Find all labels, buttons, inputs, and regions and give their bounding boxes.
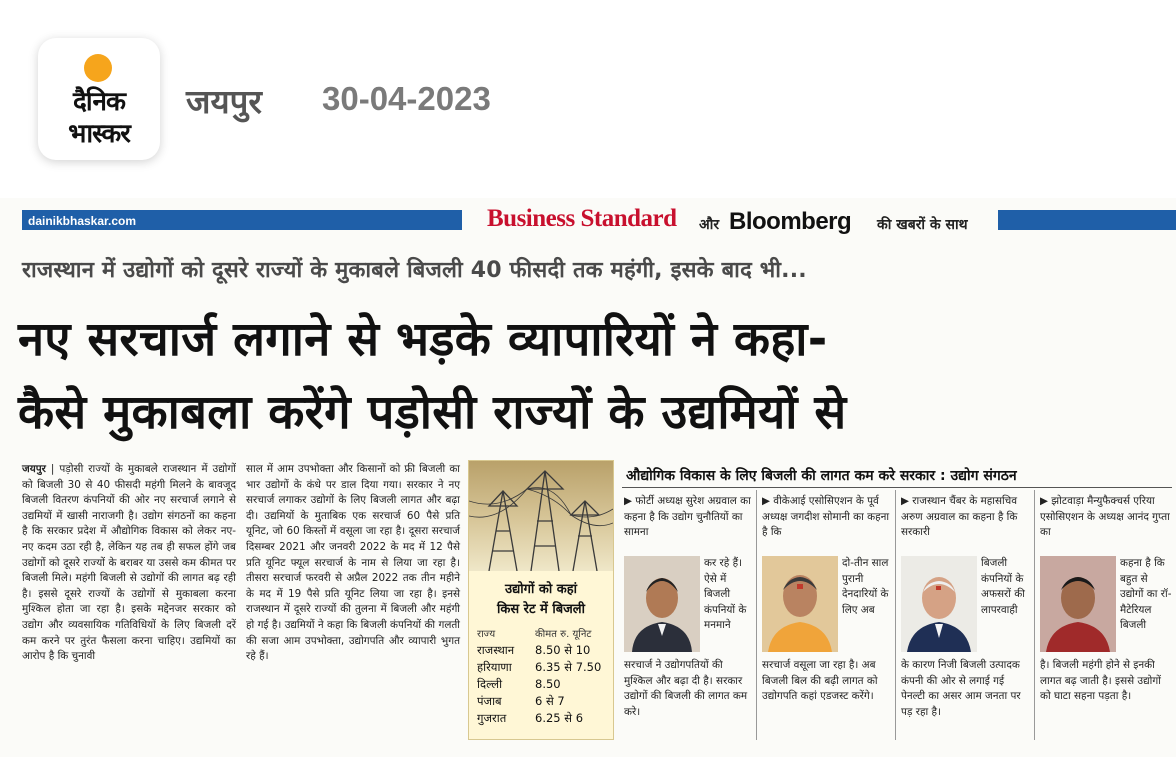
rates-price: 6.25 से 6 bbox=[535, 711, 584, 725]
rates-state: पंजाब bbox=[477, 694, 502, 708]
body-column-1 bbox=[22, 462, 236, 665]
rates-title-line1: उद्योगों को कहां bbox=[504, 582, 578, 597]
column-divider bbox=[756, 490, 757, 740]
quote-4-side: कहना है कि बहुत से उद्योगों का रॉ-मैटेरियल बिजली bbox=[1120, 557, 1172, 632]
edition-city: जयपुर bbox=[186, 82, 262, 121]
portrait-photo bbox=[1040, 556, 1116, 652]
rates-header-state: राज्य bbox=[477, 629, 496, 640]
rates-state: हरियाणा bbox=[477, 660, 512, 674]
logo-line2: भास्कर bbox=[68, 119, 130, 149]
body-column-2 bbox=[246, 462, 460, 665]
tower-photo bbox=[469, 461, 613, 571]
rates-price: 6 से 7 bbox=[535, 694, 565, 708]
bloomberg-logo: Bloomberg bbox=[729, 208, 852, 235]
rates-header-price: कीमत रु. यूनिट bbox=[535, 629, 592, 640]
section-title: औद्योगिक विकास के लिए बिजली की लागत कम करे सरकार : उद्योग संगठन bbox=[622, 462, 1172, 488]
masthead-bar-right bbox=[998, 210, 1176, 230]
rates-price: 8.50 से 10 bbox=[535, 643, 591, 657]
quote-1-side: कर रहे हैं। ऐसे में बिजली कंपनियों के मनमाने bbox=[704, 557, 747, 632]
rates-title-line2: किस रेट में बिजली bbox=[497, 602, 585, 617]
app-header bbox=[0, 0, 1176, 185]
quote-3-side: बिजली कंपनियों के अफसरों की लापरवाही bbox=[981, 557, 1025, 616]
body-col2-text: साल में आम उपभोक्ता और किसानों को फ्री बिजली का भार उद्योगों के कंधे पर डाल दिया गया। सरकार ने नए सरचार्ज लगाकर उद्योगों के लिए बिजली लागत और बढ़ा दी। उद्यमियों के मुताबिक एक सरचार्ज 60 पैसे प्रति यूनिट, जो 60 किस्तों में वसूला जा रहा है। दूसरा सरचार्ज दिसम्बर 2021 और जनवरी 2022 के मद में 12 पैसे प्रति यूनिट फ्यूल सरचार्ज के नाम से लिया जा रहा है। तीसरा सरचार्ज फरवरी से अप्रैल 2022 तक तीन महीने के मद में 19 पैसे प्रति यूनिट लिया जा रहा है। इनसे राजस्थान में दूसरे राज्यों की तुलना में बिजली और महंगी हो गई है। उद्यमियों ने कहा कि बिजली कंपनियों की गलती की सजा आम उपभोक्ता, उद्योगपति और व्यापारी भुगत रहे हैं। bbox=[246, 463, 460, 663]
dainik-bhaskar-logo[interactable] bbox=[38, 38, 160, 160]
sun-icon bbox=[84, 54, 112, 82]
quote-1-rest: सरचार्ज ने उद्योगपतियों की मुश्किल और बढ़ा दी है। सरकार उद्योगों की बिजली की लागत कम करे। bbox=[624, 659, 748, 718]
rates-state: गुजरात bbox=[477, 711, 507, 725]
headline-line2: कैसे मुकाबला करेंगे पड़ोसी राज्यों के उद्यमियों से bbox=[18, 385, 847, 440]
rates-price: 6.35 से 7.50 bbox=[535, 660, 602, 674]
quote-1-intro: ▶ फोर्टी अध्यक्ष सुरेश अग्रवाल का कहना है कि उद्योग चुनौतियों का सामना bbox=[624, 495, 751, 539]
masthead-aur: और bbox=[699, 217, 720, 233]
site-url: dainikbhaskar.com bbox=[28, 214, 137, 228]
edition-date: 30-04-2023 bbox=[322, 80, 491, 117]
portrait-photo bbox=[762, 556, 838, 652]
quote-3-intro: ▶ राजस्थान चैंबर के महासचिव अरुण अग्रवाल का कहना है कि सरकारी bbox=[901, 495, 1018, 539]
masthead-tagline: की खबरों के साथ bbox=[877, 217, 968, 233]
quote-4-intro: ▶ झोटवाड़ा मैन्युफैक्चर्स एरिया एसोसिएशन के अध्यक्ष आनंद गुप्ता का bbox=[1040, 495, 1170, 539]
quote-2-side: दो-तीन साल पुरानी देनदारियों के लिए अब bbox=[842, 557, 889, 616]
rates-box bbox=[468, 460, 614, 740]
quote-4-rest: है। बिजली महंगी होने से इनकी लागत बढ़ जाती है। इससे उद्योगों को घाटा सहना पड़ता है। bbox=[1040, 659, 1161, 703]
body-col1-text: | पड़ोसी राज्यों के मुकाबले राजस्थान में उद्योगों को बिजली 30 से 40 फीसदी महंगी मिलने के बावजूद बिजली वितरण कंपनियों की ओर नए सरचार्ज लगाने से उद्यमियों में खासी नाराजगी है। उद्योग संगठनों का कहना है कि सरकार प्रदेश में औद्योगिक विकास को लेकर नए-नए कदम उठा रही है, लेकिन यह तब ही सफल होंगे जब उद्योगों को दूसरे राज्यों के बराबर या उससे कम कीमत पर बिजली मिले। महंगी बिजली से उद्योगों की लागत बढ़ रही है। इससे दूसरे राज्यों के उद्योगों से मुकाबला करना मुश्किल होता जा रहा है। इसके मद्देनजर सरकार को उद्योग और व्यवसायिक गतिविधियों के लिए बिजली दरें कम करने पर तुरंत फैसला करना चाहिए। उद्यमियों का आरोप है कि चुनावी bbox=[22, 463, 237, 663]
portrait-photo bbox=[624, 556, 700, 652]
dateline: जयपुर bbox=[22, 463, 46, 475]
business-standard-logo: Business Standard bbox=[487, 205, 677, 232]
quote-2-rest: सरचार्ज वसूला जा रहा है। अब बिजली बिल की बढ़ी लागत को उद्योगपति कहां एडजस्ट करेंगे। bbox=[762, 659, 878, 703]
column-divider bbox=[895, 490, 896, 740]
column-divider bbox=[1034, 490, 1035, 740]
kicker: राजस्थान में उद्योगों को दूसरे राज्यों के मुकाबले बिजली 40 फीसदी तक महंगी, इसके बाद भी... bbox=[22, 258, 807, 283]
rates-state: दिल्ली bbox=[477, 677, 503, 691]
rates-price: 8.50 bbox=[535, 677, 561, 691]
quote-2-intro: ▶ वीकेआई एसोसिएशन के पूर्व अध्यक्ष जगदीश सोमानी का कहना है कि bbox=[762, 495, 890, 539]
logo-line1: दैनिक bbox=[73, 87, 125, 117]
rates-state: राजस्थान bbox=[477, 643, 515, 657]
headline-line1: नए सरचार्ज लगाने से भड़के व्यापारियों ने कहा- bbox=[18, 312, 828, 367]
portrait-photo bbox=[901, 556, 977, 652]
quote-3-rest: के कारण निजी बिजली उत्पादक कंपनी की ओर से लगाई गई पेनल्टी का असर आम जनता पर पड़ रहा है। bbox=[901, 659, 1021, 718]
